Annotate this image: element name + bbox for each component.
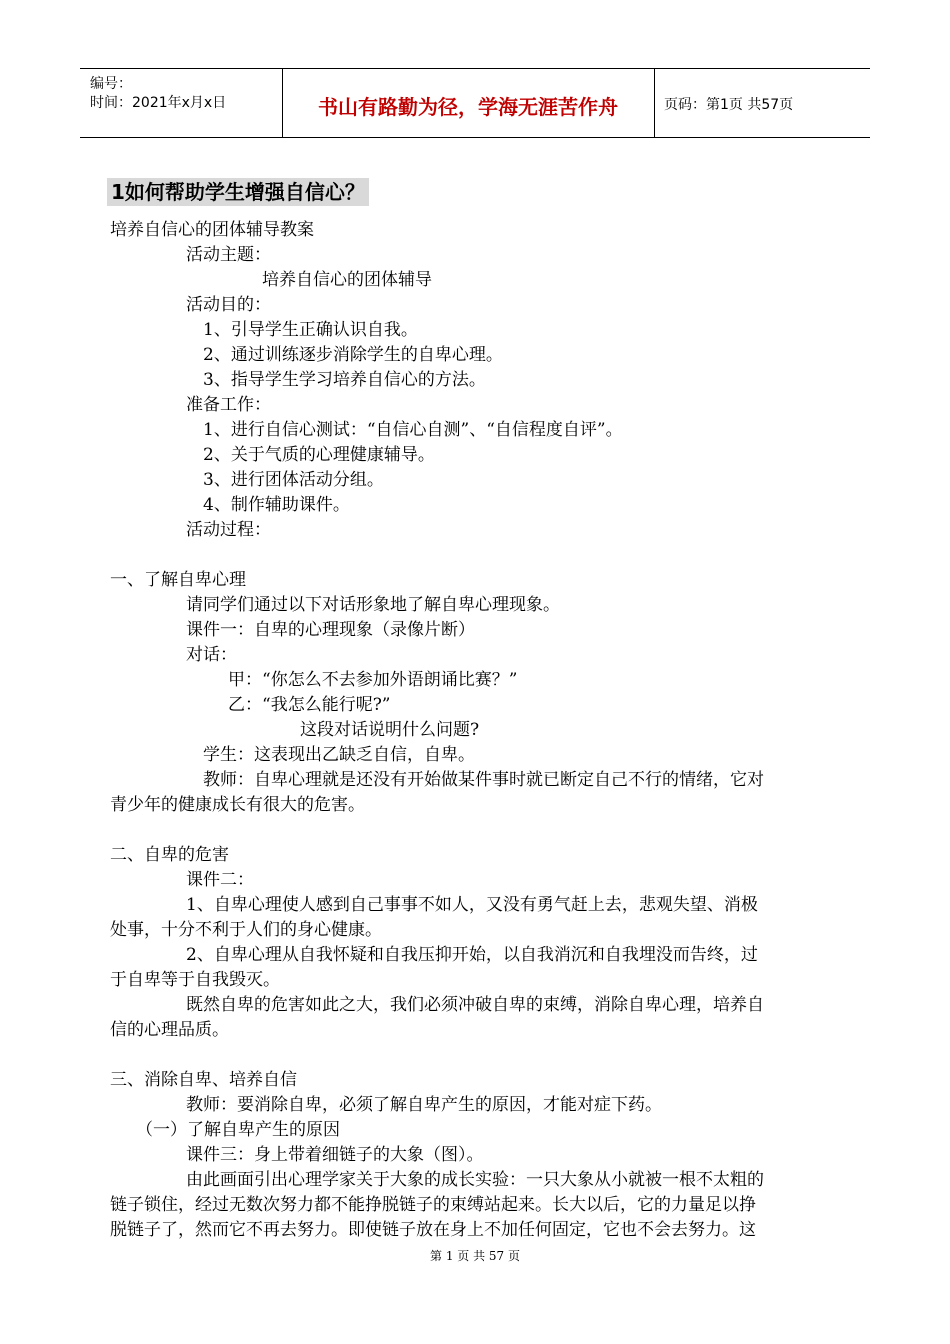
body-line: 2、关于气质的心理健康辅导。 bbox=[203, 445, 435, 465]
header-motto-cell bbox=[282, 69, 655, 137]
body-line: 脱链子了，然而它不再去努力。即使链子放在身上不加任何固定，它也不会去努力。这 bbox=[110, 1220, 756, 1240]
body-line: 教师：要消除自卑，必须了解自卑产生的原因，才能对症下药。 bbox=[186, 1095, 662, 1115]
subsection-heading: （一）了解自卑产生的原因 bbox=[136, 1120, 340, 1140]
body-line: 3、指导学生学习培养自信心的方法。 bbox=[203, 370, 486, 390]
body-line: 2、自卑心理从自我怀疑和自我压抑开始，以自我消沉和自我埋没而告终，过 bbox=[186, 945, 758, 965]
body-line: 青少年的健康成长有很大的危害。 bbox=[110, 795, 365, 815]
body-line: 课件二： bbox=[186, 870, 254, 890]
header-page-info: 页码：第1页 共57页 bbox=[664, 97, 794, 113]
section-heading: 三、消除自卑、培养自信 bbox=[110, 1070, 297, 1090]
body-line: 培养自信心的团体辅导教案 bbox=[110, 220, 314, 240]
document-number-label: 编号： bbox=[90, 76, 132, 92]
body-line: 培养自信心的团体辅导 bbox=[262, 270, 432, 290]
body-line: 教师：自卑心理就是还没有开始做某件事时就已断定自己不行的情绪，它对 bbox=[203, 770, 764, 790]
body-line: 对话： bbox=[186, 645, 237, 665]
body-line: 活动主题： bbox=[186, 245, 271, 265]
body-line: 乙：“我怎么能行呢?” bbox=[228, 695, 391, 715]
body-line: 1、自卑心理使人感到自己事事不如人，又没有勇气赶上去，悲观失望、消极 bbox=[186, 895, 758, 915]
body-line: 准备工作： bbox=[186, 395, 271, 415]
body-line: 甲：“你怎么不去参加外语朗诵比赛？” bbox=[228, 670, 518, 690]
document-header bbox=[80, 68, 870, 138]
body-line: 3、进行团体活动分组。 bbox=[203, 470, 384, 490]
body-line: 2、通过训练逐步消除学生的自卑心理。 bbox=[203, 345, 503, 365]
body-line: 1、引导学生正确认识自我。 bbox=[203, 320, 418, 340]
body-line: 链子锁住，经过无数次努力都不能挣脱链子的束缚站起来。长大以后，它的力量足以挣 bbox=[110, 1195, 756, 1215]
body-line: 4、制作辅助课件。 bbox=[203, 495, 350, 515]
section-heading: 二、自卑的危害 bbox=[110, 845, 229, 865]
page-footer: 第 1 页 共 57 页 bbox=[430, 1249, 520, 1263]
body-line: 处事，十分不利于人们的身心健康。 bbox=[110, 920, 382, 940]
body-line: 学生：这表现出乙缺乏自信，自卑。 bbox=[203, 745, 475, 765]
section-heading: 一、了解自卑心理 bbox=[110, 570, 246, 590]
body-line: 既然自卑的危害如此之大，我们必须冲破自卑的束缚，消除自卑心理，培养自 bbox=[186, 995, 764, 1015]
body-line: 这段对话说明什么问题? bbox=[300, 720, 480, 740]
body-line: 请同学们通过以下对话形象地了解自卑心理现象。 bbox=[186, 595, 560, 615]
body-line: 课件三：身上带着细链子的大象（图）。 bbox=[186, 1145, 484, 1165]
body-line: 1、进行自信心测试：“自信心自测”、“自信程度自评”。 bbox=[203, 420, 623, 440]
body-line: 由此画面引出心理学家关于大象的成长实验：一只大象从小就被一根不太粗的 bbox=[186, 1170, 764, 1190]
document-title: 1如何帮助学生增强自信心？ bbox=[107, 178, 369, 206]
document-date: 时间：2021年x月x日 bbox=[90, 95, 227, 111]
header-motto: 书山有路勤为径，学海无涯苦作舟 bbox=[318, 95, 618, 119]
body-line: 活动过程： bbox=[186, 520, 271, 540]
body-line: 信的心理品质。 bbox=[110, 1020, 229, 1040]
header-page-cell bbox=[654, 69, 870, 137]
body-line: 课件一：自卑的心理现象（录像片断） bbox=[186, 620, 475, 640]
body-line: 活动目的： bbox=[186, 295, 271, 315]
body-line: 于自卑等于自我毁灭。 bbox=[110, 970, 280, 990]
header-meta-cell bbox=[80, 69, 283, 137]
